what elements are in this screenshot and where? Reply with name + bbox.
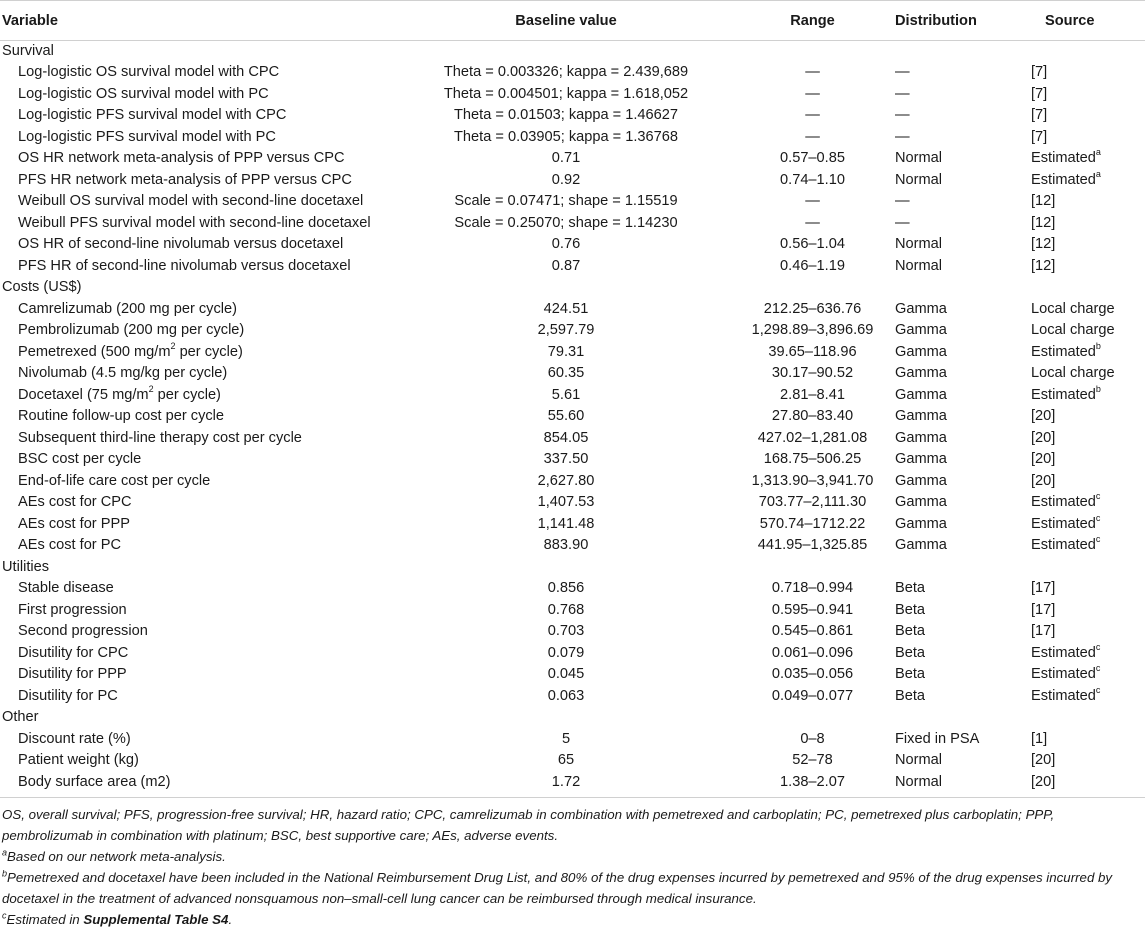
table-row [0, 686, 1145, 708]
table-row [0, 342, 1145, 364]
table-row [0, 750, 1145, 772]
table-row [0, 772, 1145, 798]
cell-source [1029, 406, 1145, 428]
cell-distribution: Normal [895, 236, 943, 253]
table-row [0, 729, 1145, 751]
footnote-a-marker: a [2, 847, 8, 858]
cell-distribution: Gamma [895, 429, 947, 446]
cell-variable: Log-logistic PFS survival model with PC [18, 128, 276, 145]
variable-text-b: per cycle) [153, 386, 221, 403]
cell-variable: OS HR of second-line nivolumab versus docetaxel [18, 236, 344, 253]
cell-source [1029, 385, 1145, 407]
table-row [0, 643, 1145, 665]
cell-baseline: 0.71 [551, 150, 581, 167]
cell-distribution: Normal [895, 171, 943, 188]
section-row-utilities [0, 557, 1145, 579]
cell-source [1029, 729, 1145, 751]
cell-baseline: 0.856 [547, 580, 585, 597]
source-text: [20] [1031, 472, 1056, 489]
cell-variable: PFS HR of second-line nivolumab versus docetaxel [18, 257, 351, 274]
cell-baseline: 0.87 [551, 257, 581, 274]
footnote-marker: c [1095, 684, 1101, 695]
footnote-marker: c [1095, 512, 1101, 523]
cell-distribution: Beta [895, 601, 926, 618]
source-text: [7] [1031, 64, 1048, 81]
cell-distribution: Normal [895, 752, 943, 769]
source-text: [20] [1031, 408, 1056, 425]
cell-source [1029, 234, 1145, 256]
cell-source [1029, 191, 1145, 213]
footnote-c-post: . [228, 911, 233, 927]
superscript: 2 [148, 383, 154, 394]
section-title: Utilities [2, 558, 50, 575]
cell-baseline: 0.768 [547, 601, 585, 618]
table-row [0, 514, 1145, 536]
cell-variable: End-of-life care cost per cycle [18, 472, 211, 489]
source-text: Estimated [1031, 171, 1096, 188]
cell-variable: Disutility for PC [18, 687, 118, 704]
cell-variable: Log-logistic OS survival model with PC [18, 85, 269, 102]
variable-text-b: per cycle) [175, 343, 243, 360]
footnote-marker: b [1095, 340, 1101, 351]
cell-source [1029, 686, 1145, 708]
cell-range: — [805, 85, 820, 102]
supplemental-table-link[interactable]: Supplemental Table S4 [83, 911, 229, 927]
cell-range: 212.25–636.76 [763, 300, 862, 317]
cell-range: 0.595–0.941 [771, 601, 854, 618]
cell-baseline: 1,141.48 [537, 515, 595, 532]
source-text: Estimated [1031, 515, 1096, 532]
section-title: Survival [2, 43, 54, 59]
table-row [0, 148, 1145, 170]
source-text: [7] [1031, 85, 1048, 102]
cell-range: 441.95–1,325.85 [757, 537, 868, 554]
cell-baseline: 883.90 [543, 537, 589, 554]
table-row [0, 234, 1145, 256]
cell-variable: Patient weight (kg) [18, 752, 139, 769]
header-row [0, 1, 1145, 41]
source-text: Estimated [1031, 343, 1096, 360]
footnote-b [2, 867, 1145, 909]
cell-distribution: Beta [895, 623, 926, 640]
cell-range: 52–78 [792, 752, 833, 769]
cell-baseline: Theta = 0.03905; kappa = 1.36768 [454, 128, 678, 145]
variable-text-a: Docetaxel (75 mg/m [18, 386, 149, 403]
cell-range: 1,313.90–3,941.70 [751, 472, 874, 489]
footnote-marker: c [1095, 641, 1101, 652]
footnote-marker: b [1095, 383, 1101, 394]
table-row [0, 535, 1145, 557]
cell-range: 0.035–0.056 [771, 666, 854, 683]
source-text: [1] [1031, 730, 1048, 747]
cell-distribution: — [895, 85, 910, 102]
cell-variable [0, 385, 400, 407]
section-title: Costs (US$) [2, 279, 82, 296]
cell-baseline: Theta = 0.004501; kappa = 1.618,052 [443, 85, 689, 102]
footnote-marker: c [1095, 663, 1101, 674]
section-row-costs [0, 277, 1145, 299]
table-row [0, 492, 1145, 514]
cell-range: — [805, 64, 820, 81]
footnote-a [2, 846, 1145, 867]
cell-source [1029, 492, 1145, 514]
cell-variable: Routine follow-up cost per cycle [18, 408, 225, 425]
cell-variable: Log-logistic PFS survival model with CPC [18, 107, 287, 124]
cell-distribution: Gamma [895, 408, 947, 425]
section-row-survival [0, 41, 1145, 63]
table-row [0, 664, 1145, 686]
cell-baseline: 65 [557, 752, 575, 769]
cell-range: — [805, 193, 820, 210]
source-text: Estimated [1031, 150, 1096, 167]
cell-range: 0.061–0.096 [771, 644, 854, 661]
cell-source [1029, 299, 1145, 321]
cell-variable: BSC cost per cycle [18, 451, 142, 468]
cell-range: 1,298.89–3,896.69 [751, 322, 874, 339]
table-row [0, 320, 1145, 342]
cell-source [1029, 213, 1145, 235]
cell-distribution: Normal [895, 150, 943, 167]
header-variable: Variable [0, 1, 400, 41]
source-text: [17] [1031, 623, 1056, 640]
cell-distribution: Gamma [895, 343, 947, 360]
cell-baseline: 1.72 [400, 772, 732, 798]
source-text: Local charge [1031, 322, 1115, 339]
table-row [0, 191, 1145, 213]
cell-range: 0.545–0.861 [771, 623, 854, 640]
cell-baseline: 0.703 [547, 623, 585, 640]
superscript: 2 [170, 340, 176, 351]
cell-distribution: Gamma [895, 300, 947, 317]
cell-distribution: Beta [895, 644, 926, 661]
source-text: Estimated [1031, 494, 1096, 511]
footnote-c [2, 909, 1145, 930]
source-text: Estimated [1031, 644, 1096, 661]
source-text: [20] [1031, 773, 1056, 790]
cell-baseline: Scale = 0.07471; shape = 1.15519 [454, 193, 678, 210]
cell-distribution: — [895, 64, 910, 81]
cell-range: 0.718–0.994 [771, 580, 854, 597]
footnote-marker: a [1095, 147, 1101, 158]
footnote-b-text: Pemetrexed and docetaxel have been included in the National Reimbursement Drug List, and 80% of the drug expenses incurred by pemetrexed and 95% of the drug expenses incurred by docetaxel in the treatment of advanced nonsquamous non–small-cell lung cancer can be reimbursed through medical insurance. [2, 869, 1113, 906]
cell-source [1029, 621, 1145, 643]
cell-range: — [805, 128, 820, 145]
footnote-a-text: Based on our network meta-analysis. [7, 848, 226, 864]
table-row [0, 385, 1145, 407]
table-row [0, 105, 1145, 127]
cell-variable: OS HR network meta-analysis of PPP versus CPC [18, 150, 345, 167]
cell-range: 2.81–8.41 [780, 386, 845, 403]
cell-variable: Discount rate (%) [18, 730, 131, 747]
cell-baseline: 337.50 [543, 451, 589, 468]
cell-distribution: Gamma [895, 494, 947, 511]
cell-baseline: 1,407.53 [537, 494, 595, 511]
cell-distribution: Gamma [895, 365, 947, 382]
cell-variable: Stable disease [18, 580, 114, 597]
cell-range: 0–8 [800, 730, 825, 747]
variable-text-a: Pemetrexed (500 mg/m [18, 343, 171, 360]
cell-range: 39.65–118.96 [768, 343, 857, 360]
cell-range: 0.46–1.19 [780, 257, 845, 274]
header-distribution: Distribution [893, 1, 1029, 41]
cell-variable: Nivolumab (4.5 mg/kg per cycle) [18, 365, 228, 382]
cell-range: 168.75–506.25 [763, 451, 862, 468]
table-row [0, 62, 1145, 84]
cell-variable: AEs cost for PC [18, 537, 121, 554]
table-row [0, 621, 1145, 643]
table-body [0, 41, 1145, 798]
source-text: [12] [1031, 193, 1056, 210]
cell-range: 0.74–1.10 [780, 171, 845, 188]
source-text: Local charge [1031, 365, 1115, 382]
cell-source [1029, 342, 1145, 364]
cell-distribution: Gamma [895, 322, 947, 339]
header-baseline: Baseline value [400, 1, 732, 41]
source-text: Estimated [1031, 687, 1096, 704]
source-text: [20] [1031, 451, 1056, 468]
section-title: Other [2, 709, 39, 726]
table-row [0, 449, 1145, 471]
source-text: [12] [1031, 257, 1056, 274]
cell-distribution: Normal [893, 772, 1029, 798]
cell-distribution: Gamma [895, 451, 947, 468]
table-row [0, 471, 1145, 493]
cell-source [1029, 256, 1145, 278]
cell-source [1029, 170, 1145, 192]
footnote-marker: c [1095, 534, 1101, 545]
cell-distribution: Fixed in PSA [895, 730, 980, 747]
cell-baseline: 2,597.79 [537, 322, 595, 339]
cell-baseline: 0.045 [547, 666, 585, 683]
cell-source [1029, 428, 1145, 450]
cell-baseline: Scale = 0.25070; shape = 1.14230 [454, 214, 678, 231]
cell-source [1029, 449, 1145, 471]
cell-baseline: 79.31 [547, 343, 585, 360]
footnote-b-marker: b [2, 868, 8, 879]
cell-source [1029, 750, 1145, 772]
cell-baseline: Theta = 0.003326; kappa = 2.439,689 [443, 64, 689, 81]
cell-baseline: 0.063 [547, 687, 585, 704]
cell-baseline: 5.61 [551, 386, 581, 403]
cell-source [1029, 127, 1145, 149]
cell-distribution: — [895, 128, 910, 145]
cell-range: 0.56–1.04 [780, 236, 845, 253]
source-text: [17] [1031, 580, 1056, 597]
cell-distribution: — [895, 193, 910, 210]
cell-distribution: Beta [895, 687, 926, 704]
footnote-marker: c [1095, 491, 1101, 502]
cell-distribution: Gamma [895, 386, 947, 403]
cell-range: 703.77–2,111.30 [758, 494, 867, 511]
cell-source [1029, 62, 1145, 84]
cell-baseline: 424.51 [543, 300, 589, 317]
table-row [0, 84, 1145, 106]
header-range: Range [732, 1, 893, 41]
cell-variable: Pembrolizumab (200 mg per cycle) [18, 322, 245, 339]
cell-range: — [805, 107, 820, 124]
cell-source [1029, 664, 1145, 686]
cell-variable: First progression [18, 601, 127, 618]
cell-range: 30.17–90.52 [771, 365, 854, 382]
cell-baseline: Theta = 0.01503; kappa = 1.46627 [454, 107, 678, 124]
cell-distribution: — [895, 214, 910, 231]
cell-baseline: 5 [561, 730, 571, 747]
table-row [0, 127, 1145, 149]
cell-distribution: Gamma [895, 537, 947, 554]
cell-source [1029, 514, 1145, 536]
cell-variable: AEs cost for PPP [18, 515, 130, 532]
cell-source [1029, 320, 1145, 342]
cell-variable [0, 342, 400, 364]
source-text: Estimated [1031, 666, 1096, 683]
cell-baseline: 0.079 [547, 644, 585, 661]
source-text: Estimated [1031, 537, 1096, 554]
table-row [0, 213, 1145, 235]
cell-range: — [805, 214, 820, 231]
cell-source [1029, 148, 1145, 170]
cell-variable: Camrelizumab (200 mg per cycle) [18, 300, 237, 317]
source-text: Local charge [1031, 300, 1115, 317]
table-footnotes [0, 798, 1145, 930]
cell-baseline: 2,627.80 [537, 472, 595, 489]
cell-distribution: Normal [895, 257, 943, 274]
cell-distribution: Beta [895, 666, 926, 683]
cell-range: 0.049–0.077 [771, 687, 854, 704]
cell-source [1029, 772, 1145, 798]
header-source: Source [1029, 1, 1145, 41]
cell-range: 427.02–1,281.08 [757, 429, 868, 446]
table-row [0, 406, 1145, 428]
cell-source [1029, 363, 1145, 385]
cell-source [1029, 600, 1145, 622]
cell-source [1029, 578, 1145, 600]
cell-baseline: 854.05 [543, 429, 589, 446]
cell-distribution: Gamma [895, 515, 947, 532]
cell-variable: Body surface area (m2) [0, 772, 400, 798]
cell-distribution: Gamma [895, 472, 947, 489]
cell-range: 570.74–1712.22 [759, 515, 866, 532]
cell-baseline: 0.76 [551, 236, 581, 253]
cell-source [1029, 471, 1145, 493]
source-text: [7] [1031, 107, 1048, 124]
source-text: [20] [1031, 752, 1056, 769]
cell-baseline: 0.92 [551, 171, 581, 188]
cell-range: 27.80–83.40 [771, 408, 854, 425]
cell-distribution: — [895, 107, 910, 124]
table-row [0, 299, 1145, 321]
source-text: Estimated [1031, 386, 1096, 403]
cell-source [1029, 84, 1145, 106]
cell-variable: Log-logistic OS survival model with CPC [18, 64, 280, 81]
footnote-c-marker: c [2, 910, 7, 921]
source-text: [17] [1031, 601, 1056, 618]
cell-source [1029, 643, 1145, 665]
table-row [0, 256, 1145, 278]
cell-source [1029, 105, 1145, 127]
cell-range: 0.57–0.85 [780, 150, 845, 167]
source-text: [12] [1031, 214, 1056, 231]
cell-variable: Weibull OS survival model with second-line docetaxel [18, 193, 364, 210]
cell-variable: Disutility for CPC [18, 644, 129, 661]
table-header [0, 1, 1145, 41]
cell-source [1029, 535, 1145, 557]
footnote-c-pre: Estimated in [6, 911, 84, 927]
footnote-marker: a [1095, 168, 1101, 179]
cell-variable: PFS HR network meta-analysis of PPP versus CPC [18, 171, 352, 188]
table-row [0, 363, 1145, 385]
cell-baseline: 55.60 [547, 408, 585, 425]
footnote-abbreviations: OS, overall survival; PFS, progression-free survival; HR, hazard ratio; CPC, camrelizumab in combination with pemetrexed and carboplatin; PC, pemetrexed plus carboplatin; PPP, pembrolizumab in combination with platinum; BSC, best supportive care; AEs, adverse events. [2, 806, 1055, 843]
cell-variable: Disutility for PPP [18, 666, 127, 683]
cell-variable: Weibull PFS survival model with second-line docetaxel [18, 214, 371, 231]
source-text: [12] [1031, 236, 1056, 253]
cell-baseline: 60.35 [547, 365, 585, 382]
table-row [0, 428, 1145, 450]
cell-range: 1.38–2.07 [732, 772, 893, 798]
table-row [0, 578, 1145, 600]
table-row [0, 170, 1145, 192]
source-text: [7] [1031, 128, 1048, 145]
cell-distribution: Beta [895, 580, 926, 597]
cell-variable: Subsequent third-line therapy cost per cycle [18, 429, 302, 446]
section-row-other [0, 707, 1145, 729]
cell-variable: AEs cost for CPC [18, 494, 132, 511]
source-text: [20] [1031, 429, 1056, 446]
cell-variable: Second progression [18, 623, 148, 640]
table-row [0, 600, 1145, 622]
